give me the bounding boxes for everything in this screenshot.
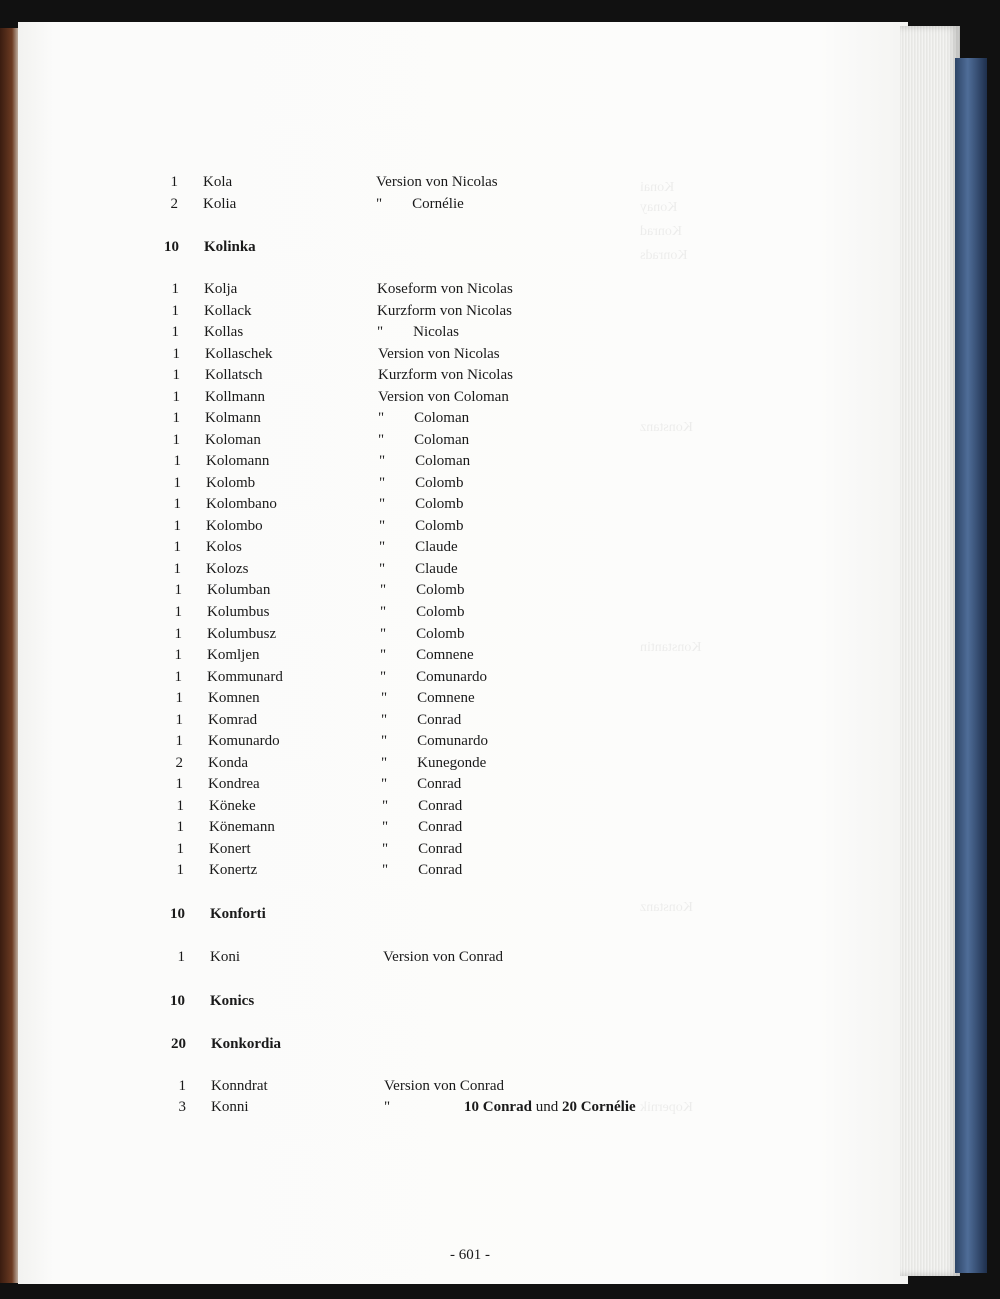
entry-name: Köneke <box>209 798 256 814</box>
entry-description: " Colomb <box>380 626 465 642</box>
entry-count: 10 <box>170 993 185 1009</box>
entry-name: Koloman <box>205 432 261 448</box>
entry-count: 3 <box>178 1099 186 1115</box>
entry-description: " Coloman <box>378 432 470 448</box>
entry-count: 1 <box>176 819 184 835</box>
entry-name: Kolja <box>204 281 238 297</box>
show-through-text: Konrad <box>640 224 682 239</box>
entry-count: 1 <box>175 712 183 728</box>
entry-count: 1 <box>173 496 181 512</box>
entry-row <box>0 561 1000 583</box>
entry-row <box>0 432 1000 454</box>
entry-row <box>0 174 1000 196</box>
entry-row <box>0 303 1000 325</box>
entry-count: 1 <box>171 281 179 297</box>
entry-description: Version von Conrad <box>383 949 503 965</box>
entry-row <box>0 410 1000 432</box>
entry-count: 1 <box>171 303 179 319</box>
entry-count: 1 <box>175 733 183 749</box>
entry-row <box>0 582 1000 604</box>
entry-name: Konkordia <box>211 1036 282 1052</box>
entry-row <box>0 819 1000 841</box>
entry-row <box>0 324 1000 346</box>
entry-row <box>0 1099 1000 1121</box>
entry-description: " Conrad <box>381 776 462 792</box>
entry-description: Kurzform von Nicolas <box>377 303 512 319</box>
entry-row <box>0 1036 1000 1058</box>
entry-description: " Comnene <box>381 690 475 706</box>
show-through-text: Kopernik <box>640 1100 693 1115</box>
entry-name: Konert <box>209 841 251 857</box>
entry-name: Komnen <box>208 690 260 706</box>
entry-count: 20 <box>171 1036 186 1052</box>
entry-description: " Colomb <box>380 582 465 598</box>
entry-count: 1 <box>173 518 181 534</box>
entry-description: " Conrad <box>382 819 463 835</box>
entry-description: " Comnene <box>380 647 474 663</box>
entry-row <box>0 453 1000 475</box>
entry-description: " Kunegonde <box>381 755 487 771</box>
entry-count: 1 <box>174 604 182 620</box>
entry-row <box>0 690 1000 712</box>
entry-count: 10 <box>164 239 179 255</box>
entry-count: 1 <box>176 841 184 857</box>
entry-count: 1 <box>172 389 180 405</box>
entry-name: Kolumbus <box>207 604 270 620</box>
entry-row <box>0 712 1000 734</box>
entry-name: Komljen <box>207 647 260 663</box>
entry-description: " Colomb <box>380 604 465 620</box>
entry-description: " Colomb <box>379 518 464 534</box>
entry-count: 1 <box>175 690 183 706</box>
entry-name: Konforti <box>210 906 266 922</box>
entry-name: Kollas <box>204 324 244 340</box>
entry-name: Kolos <box>206 539 242 555</box>
entry-description: " Conrad <box>382 798 463 814</box>
show-through-text: Konrads <box>640 248 688 263</box>
entry-count: 1 <box>172 346 180 362</box>
entry-row <box>0 496 1000 518</box>
entry-name: Komunardo <box>208 733 280 749</box>
entry-description: Version von Conrad <box>384 1078 504 1094</box>
entry-count: 2 <box>175 755 183 771</box>
entry-name: Konertz <box>209 862 258 878</box>
entry-name: Konni <box>211 1099 249 1115</box>
entry-count: 1 <box>172 432 180 448</box>
entry-count: 1 <box>173 453 181 469</box>
entry-row <box>0 475 1000 497</box>
entry-row <box>0 949 1000 971</box>
entry-row <box>0 841 1000 863</box>
entry-row <box>0 755 1000 777</box>
entry-count: 2 <box>170 196 178 212</box>
show-through-text: Konstanz <box>640 900 693 915</box>
entry-combined-reference: 10 Conrad und 20 Cornélie <box>464 1099 636 1115</box>
entry-name: Konics <box>210 993 255 1009</box>
entry-count: 1 <box>173 539 181 555</box>
entry-count: 1 <box>172 367 180 383</box>
show-through-text: Konai <box>640 180 675 195</box>
entry-name: Kolombo <box>206 518 263 534</box>
entry-count: 1 <box>176 862 184 878</box>
entry-description: " Claude <box>379 539 458 555</box>
entry-row <box>0 733 1000 755</box>
entry-name: Kondrea <box>208 776 260 792</box>
entry-name: Kolinka <box>204 239 256 255</box>
entry-name: Kommunard <box>207 669 283 685</box>
entry-description: Kurzform von Nicolas <box>378 367 513 383</box>
entry-row <box>0 389 1000 411</box>
entry-row <box>0 776 1000 798</box>
entry-description: Version von Nicolas <box>378 346 500 362</box>
entry-name: Kollaschek <box>205 346 273 362</box>
entry-name: Kolmann <box>205 410 261 426</box>
entry-description: " Conrad <box>381 712 462 728</box>
entry-count: 1 <box>173 561 181 577</box>
entry-description: " Conrad <box>382 862 463 878</box>
entry-row <box>0 626 1000 648</box>
entry-row <box>0 669 1000 691</box>
entry-row <box>0 1078 1000 1100</box>
entry-row <box>0 518 1000 540</box>
entry-row <box>0 196 1000 218</box>
entry-count: 1 <box>177 949 185 965</box>
entry-description: " <box>384 1099 391 1115</box>
entry-description: " Colomb <box>379 496 464 512</box>
entry-description: " Comunardo <box>380 669 487 685</box>
entry-row <box>0 604 1000 626</box>
entry-description: " Claude <box>379 561 458 577</box>
entry-name: Kolia <box>203 196 237 212</box>
entry-name: Kolomann <box>206 453 270 469</box>
entry-description: " Nicolas <box>377 324 459 340</box>
entry-count: 1 <box>174 647 182 663</box>
entry-row <box>0 993 1000 1015</box>
entry-count: 10 <box>170 906 185 922</box>
entry-description: " Comunardo <box>381 733 488 749</box>
entry-description: " Conrad <box>382 841 463 857</box>
entry-row <box>0 367 1000 389</box>
entry-row <box>0 647 1000 669</box>
entry-name: Kollmann <box>205 389 265 405</box>
entry-name: Konndrat <box>211 1078 268 1094</box>
entry-description: " Colomb <box>379 475 464 491</box>
entry-count: 1 <box>174 582 182 598</box>
entry-count: 1 <box>178 1078 186 1094</box>
page-number: - 601 - <box>450 1247 490 1263</box>
entry-count: 1 <box>174 669 182 685</box>
entry-count: 1 <box>171 324 179 340</box>
entry-description: " Cornélie <box>376 196 464 212</box>
entry-row <box>0 239 1000 261</box>
entry-name: Könemann <box>209 819 275 835</box>
entry-row <box>0 346 1000 368</box>
entry-description: " Coloman <box>379 453 471 469</box>
entry-description: Version von Coloman <box>378 389 509 405</box>
entry-name: Kolombano <box>206 496 277 512</box>
show-through-text: Konay <box>640 200 678 215</box>
entry-row <box>0 281 1000 303</box>
entry-name: Kollack <box>204 303 252 319</box>
entry-row <box>0 539 1000 561</box>
show-through-text: Konstantin <box>640 640 702 655</box>
entry-row <box>0 862 1000 884</box>
entry-count: 1 <box>173 475 181 491</box>
entry-description: Koseform von Nicolas <box>377 281 513 297</box>
entry-count: 1 <box>176 798 184 814</box>
entry-name: Koni <box>210 949 240 965</box>
entry-count: 1 <box>172 410 180 426</box>
entry-row <box>0 906 1000 928</box>
entry-name: Kolumbusz <box>207 626 277 642</box>
entry-count: 1 <box>174 626 182 642</box>
entry-name: Komrad <box>208 712 258 728</box>
show-through-text: Konstanz <box>640 420 693 435</box>
entry-name: Kola <box>203 174 233 190</box>
entry-count: 1 <box>170 174 178 190</box>
entry-count: 1 <box>175 776 183 792</box>
entry-name: Kolozs <box>206 561 249 577</box>
entry-description: Version von Nicolas <box>376 174 498 190</box>
entry-description: " Coloman <box>378 410 470 426</box>
entry-name: Kollatsch <box>205 367 263 383</box>
entry-row <box>0 798 1000 820</box>
entry-name: Kolumban <box>207 582 271 598</box>
entry-name: Kolomb <box>206 475 256 491</box>
entry-name: Konda <box>208 755 248 771</box>
